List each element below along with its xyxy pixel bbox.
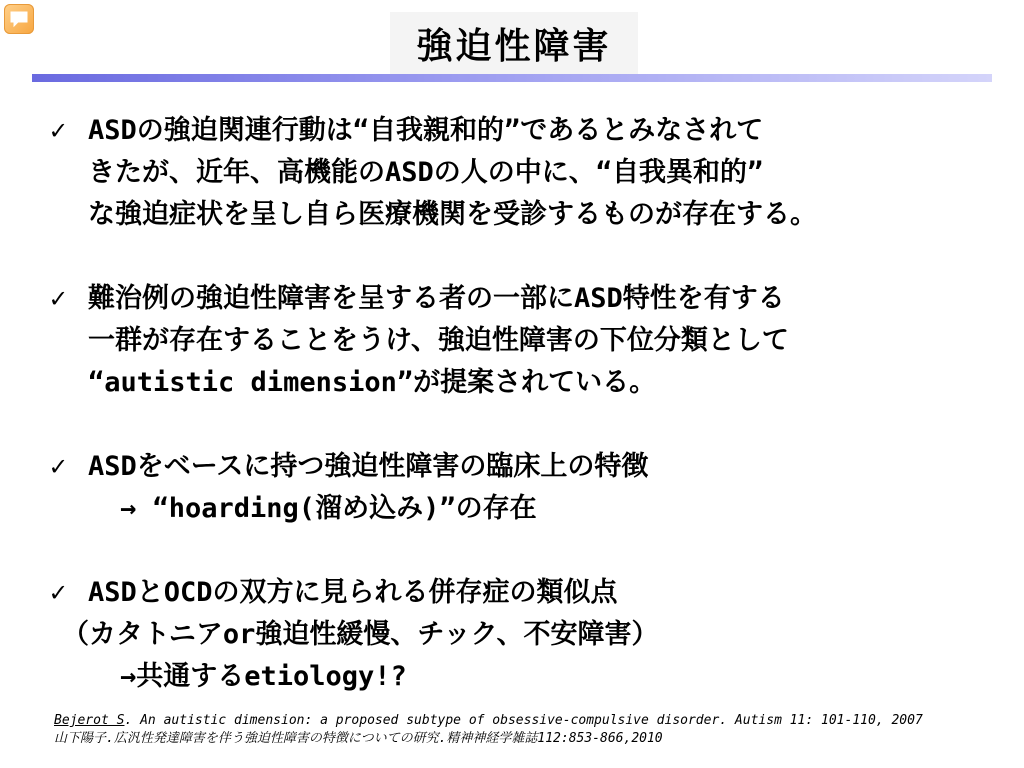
bullet-paren-line: （カタトニアor強迫性緩慢、チック、不安障害） bbox=[62, 619, 659, 650]
title-underline-rule bbox=[32, 74, 992, 82]
references bbox=[54, 712, 923, 748]
spacer bbox=[50, 236, 1010, 278]
bullet-text: 難治例の強迫性障害を呈する者の一部にASD特性を有する bbox=[88, 283, 785, 314]
speech-bubble-icon[interactable] bbox=[4, 4, 34, 34]
spacer bbox=[50, 530, 1010, 572]
bullet-sub-line: → “hoarding(溜め込み)”の存在 bbox=[120, 493, 537, 524]
bullet-1 bbox=[50, 110, 1010, 236]
slide-title: 強迫性障害 bbox=[416, 25, 612, 67]
reference-2: 山下陽子.広汎性発達障害を伴う強迫性障害の特徴についての研究.精神神経学雑誌112:853-866,2010 bbox=[54, 731, 663, 746]
bullet-line bbox=[50, 110, 1010, 152]
bullet-3 bbox=[50, 446, 1010, 530]
bullet-line bbox=[50, 446, 1010, 488]
bullet-line: “autistic dimension”が提案されている。 bbox=[88, 367, 657, 398]
checkmark-icon: ✓ bbox=[50, 115, 67, 146]
bullet-line: きたが、近年、高機能のASDの人の中に、“自我異和的” bbox=[88, 157, 764, 188]
bullet-text: ASDの強迫関連行動は“自我親和的”であるとみなされて bbox=[88, 115, 764, 146]
bullet-sub-line: →共通するetiology!? bbox=[120, 661, 407, 692]
slide-body bbox=[50, 110, 1010, 698]
bullet-line: 一群が存在することをうけ、強迫性障害の下位分類として bbox=[88, 325, 789, 356]
bullet-line: な強迫症状を呈し自ら医療機関を受診するものが存在する。 bbox=[88, 199, 817, 230]
bullet-text: ASDとOCDの双方に見られる併存症の類似点 bbox=[88, 577, 618, 608]
bullet-4 bbox=[50, 572, 1010, 698]
bullet-line bbox=[50, 278, 1010, 320]
bullet-line bbox=[50, 572, 1010, 614]
bullet-text: ASDをベースに持つ強迫性障害の臨床上の特徴 bbox=[88, 451, 649, 482]
bullet-2 bbox=[50, 278, 1010, 404]
reference-1-author: Bejerot S bbox=[54, 713, 125, 728]
slide-title-box bbox=[390, 12, 638, 74]
checkmark-icon: ✓ bbox=[50, 451, 67, 482]
checkmark-icon: ✓ bbox=[50, 283, 67, 314]
reference-1-text: . An autistic dimension: a proposed subtype of obsessive-compulsive disorder. Autism 11: 101-110, 2007 bbox=[124, 713, 923, 728]
checkmark-icon: ✓ bbox=[50, 577, 67, 608]
spacer bbox=[50, 404, 1010, 446]
reference-1 bbox=[54, 712, 923, 730]
